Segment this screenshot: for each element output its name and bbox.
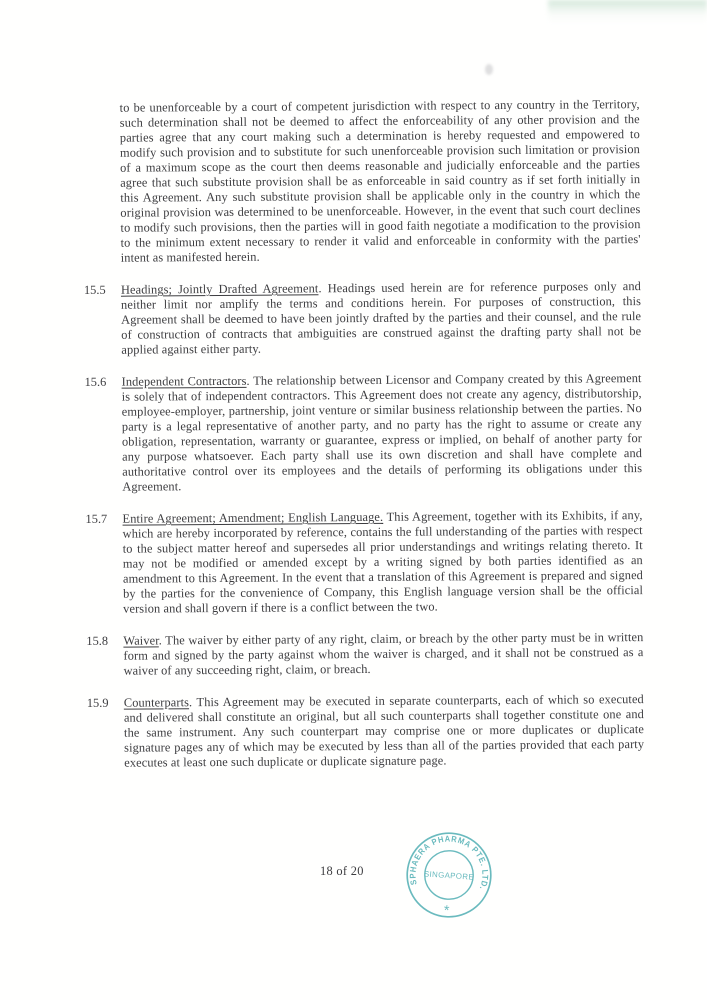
section-paragraph	[121, 279, 642, 358]
scan-artifact-smudge	[485, 64, 493, 75]
heading-separator: .	[188, 695, 197, 710]
section-number	[83, 101, 121, 266]
section-text: Headings used herein are for reference purposes only and neither limit nor amplify the terms and conditions herein. For purposes of construction, this Agreement shall be deemed to have been jointly drafted by the parties and their counsel, and the rule of construction of contracts that ambiguities are construed against the drafting party shall not be applied against either party.	[120, 279, 642, 357]
heading-separator: .	[246, 373, 254, 388]
stamp-star: *	[443, 901, 450, 919]
heading-separator: .	[318, 281, 328, 296]
stamp-ring-text: SPHAERA PHARMA PTE. LTD.	[407, 833, 491, 893]
stamp-center-text: SINGAPORE	[423, 869, 475, 882]
section-paragraph	[123, 630, 643, 679]
scan-artifact-top-edge	[548, 0, 707, 26]
section-text: The relationship between Licensor and Company created by this Agreement is solely that of independent contractors. This Agreement does not create any agency, distributorship, employee-employer, partnership, joint venture or similar business relationship between the parties. No party is a legal representative of another party, and no party has the right to assume or create any obligation, representation, warranty or guarantee, express or implied, on behalf of another party for any purpose whatsoever. Each party shall use its own discretion and shall have complete and authoritative control over its employees and the details of performing its obligations under this Agreement.	[121, 371, 643, 494]
section-paragraph	[122, 371, 643, 495]
section-15-9	[87, 692, 645, 771]
section-number: 15.6	[84, 374, 107, 389]
section-text: This Agreement may be executed in separate counterparts, each of which so executed and delivered shall constitute an original, but all such counterparts shall together constitute one and the same instrument. Any such counterpart may comprise one or more duplicates or duplicate signature pages any of which may be executed by less than all of the parties provided that each party executes at least one such duplicate or duplicate signature page.	[123, 692, 645, 770]
section-text: to be unenforceable by a court of competent jurisdiction with respect to any country in the Territory, such determination shall not be deemed to affect the enforceability of any other provision and the parties agree that any court making such a determination is hereby requested and empowered to modify such provision and to substitute for such unenforceable provision such limitation or provision of a maximum scope as the court then deems reasonable and judicially enforceable and the parties agree that such substitute provision shall be as enforceable in said country as if set forth initially in this Agreement. Any such substitute provision shall be applicable only in the country in which the original provision was determined to be unenforceable. However, in the event that such court declines to modify such provisions, then the parties will in good faith negotiate a modification to the provision to the minimum extent necessary to render it valid and enforceable in conformity with the parties' intent as manifested herein.	[119, 97, 641, 265]
section-15-8	[86, 630, 643, 679]
section-number: 15.9	[86, 695, 109, 710]
section-text: The waiver by either party of any right, claim, or breach by the other party must be in written form and signed by the party against whom the waiver is charged, and it shall not be construed as a waiver of any succeeding right, claim, or breach.	[123, 630, 644, 678]
stamp-ring-text-holder	[407, 831, 494, 893]
section-15-5	[84, 279, 642, 358]
section-heading: Entire Agreement; Amendment; English Language.	[122, 509, 384, 526]
section-paragraph	[120, 97, 641, 266]
section-paragraph	[124, 692, 645, 771]
section-heading: Independent Contractors	[121, 373, 247, 389]
section-text: This Agreement, together with its Exhibits, if any, which are hereby incorporated by reference, contains the full understanding of the parties with respect to the subject matter hereof and supersedes all prior understandings and writings relating thereto. It may not be modified or amended except by a writing signed by both parties identified as an amendment to this Agreement. In the event that a translation of this Agreement is prepared and signed by the parties for the convenience of Company, this English language version shall be the official version and shall govern if there is a conflict between the two.	[122, 508, 644, 616]
document-body	[83, 97, 645, 788]
heading-separator: .	[158, 633, 166, 648]
section-heading: Counterparts	[123, 695, 190, 710]
section-heading: Waiver	[123, 633, 159, 648]
page-number: 18 of 20	[320, 864, 364, 878]
company-stamp-graphic	[402, 828, 496, 922]
section-heading: Headings; Jointly Drafted Agreement	[120, 281, 319, 297]
section-number: 15.7	[85, 511, 108, 526]
section-15-6	[85, 371, 643, 495]
section-paragraph	[122, 508, 643, 617]
company-stamp	[402, 828, 496, 922]
section-number: 15.8	[86, 633, 109, 648]
paragraph-continuation	[83, 97, 641, 266]
section-number: 15.5	[83, 282, 106, 297]
section-15-7	[85, 508, 643, 617]
